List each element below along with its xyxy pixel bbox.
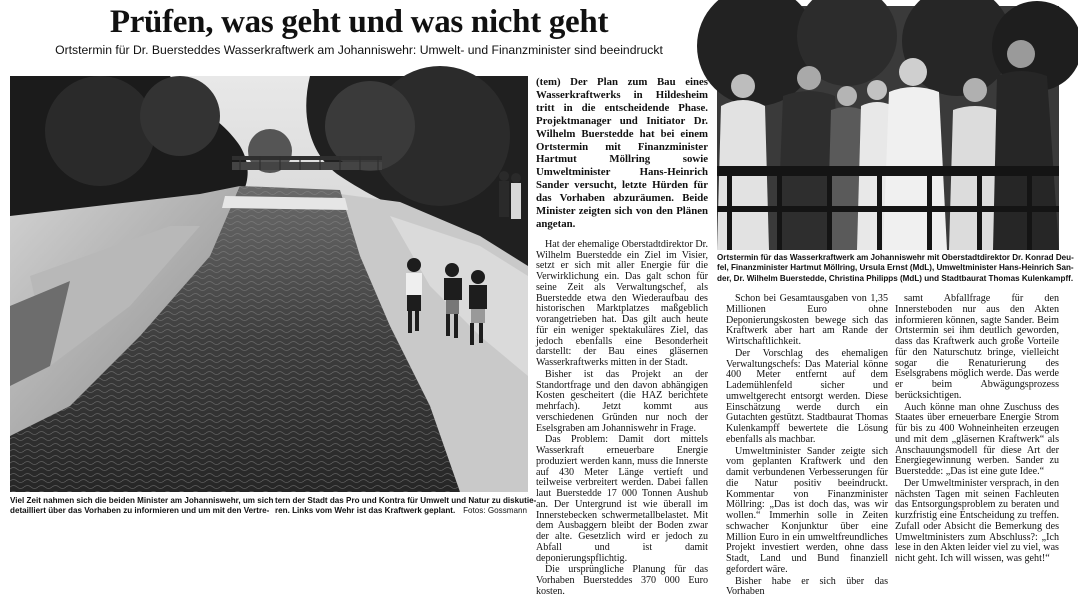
left-photo-caption-part2 (275, 496, 527, 517)
caption-line: der, Dr. Wilhelm Buerstedde, Christina Philipps (MdL) und Stadtbaurat Thomas Kulenkampff. (717, 274, 1059, 284)
paragraph: Hat der ehemalige Oberstadtdirektor Dr. Wilhelm Buerstedde ein Ziel im Visier, setzt er sich mit aller Energie für die Verwirklichung ein. Das galt schon für seine Zeit als Verwaltungschef, als Buerstedde etwa den Wiederaufbau des historischen Marktplatzes maßgeblich vorangetrieben hat. Das gilt auch heute für ein weniger spektakuläres Ziel, das jedoch ebenfalls eine Besonderheit darstellt: der Bau eines gläsernen Wasserkraftwerks mitten in der Stadt. (536, 240, 708, 369)
article-column-2 (726, 294, 888, 598)
caption-line: Viel Zeit nahmen sich die beiden Minister am Johanniswehr, um sich (10, 496, 272, 506)
caption-line: tern der Stadt das Pro und Kontra für Umwelt und Natur zu diskutie- (275, 496, 527, 506)
paragraph: Umweltminister Sander zeigte sich vom geplanten Kraftwerk und den damit verbundenen Verbesserungen für die Natur positiv beeindruckt. Kommentar von Finanzminister Möllring: „Das ist doch das, was wir wollen.“ Immerhin solle in Zeiten schwacher Konjunktur über eine Million Euro in ein umweltfreundliches Projekt investiert werden, ohne dass Stadt, Land und Bund finanziell gefordert wäre. (726, 447, 888, 576)
paragraph: Bisher habe er sich über das Vorhaben (726, 577, 888, 598)
article-lead: (tem) Der Plan zum Bau eines Wasserkraftwerks in Hildesheim tritt in die entscheidende Phase. Projektmanager und Initiator Dr. Wilhelm Buerstedde hat bei einem Ortstermin mit Finanzminister Hartmut Möllring sowie Umweltminister Hans-Heinrich Sander versucht, letzte Hürden für das Vorhaben abzuräumen. Beide Minister zeigten sich von den Plänen angetan. (536, 76, 708, 231)
subheadline: Ortstermin für Dr. Buersteddes Wasserkraftwerk am Johanniswehr: Umwelt- und Finanzminister sind beeindruckt (0, 42, 718, 58)
article-column-3 (895, 294, 1059, 565)
left-photo-caption-part1 (10, 496, 272, 517)
officials-photo (717, 6, 1059, 250)
weir-photo (10, 76, 528, 492)
caption-line: detailliert über das Vorhaben zu informieren und um mit den Vertre- (10, 506, 272, 516)
headline: Prüfen, was geht und was nicht geht (0, 2, 718, 42)
paragraph: Schon bei Gesamtausgaben von 1,35 Millionen Euro ohne Deponierungskosten bewege sich das Kraftwerk aber hart am Rande der Wirtschaftlichkeit. (726, 294, 888, 348)
paragraph: Bisher ist das Projekt an der Standortfrage und den davon abhängigen Kosten gescheitert (die HAZ berichtete mehrfach). Jetzt kommt aus verschiedenen Gründen nur noch der Eselsgraben am Johanniswehr in Frage. (536, 370, 708, 435)
photo-credit: Fotos: Gossmann (463, 506, 527, 516)
article-column-1 (536, 76, 708, 598)
paragraph: Der Umweltminister versprach, in den nächsten Tagen mit seinen Fachleuten das Entsorgungsproblem zu beraten und kurzfristig eine Entscheidung zu treffen. Zufall oder Absicht die Bemerkung des Umweltministers zum Abschluss?: „Ich lese in den Akten leider viel zu viel, was nicht geht. Ich will wissen, was geht!“ (895, 479, 1059, 565)
paragraph: Auch könne man ohne Zuschuss des Staates über erneuerbare Energie Strom für bis zu 400 Wohneinheiten erzeugen und mit dem „gläsernen Kraftwerk“ als Anschauungsmodell für diese Art der Energiegewinnung werben. Sander zu Buerstedde: „Das ist eine gute Idee.“ (895, 403, 1059, 478)
paragraph: Die ursprüngliche Planung für das Vorhaben Buersteddes 370 000 Euro kosten. (536, 565, 708, 597)
paragraph: samt Abfallfrage für den Innersteboden nur aus den Akten informieren können, sagte Sander. Beim Ortstermin sei ihm deutlich geworden, dass das Kraftwerk auch große Vorteile für den Naturschutz bringe, vielleicht sogar die Renaturierung des Eselsgrabens möglich werde. Das werde er beim Abwägungsprozess berücksichtigen. (895, 294, 1059, 402)
caption-line: Ortstermin für das Wasserkraftwerk am Johanniswehr mit Oberstadtdirektor Dr. Konrad Deu- (717, 253, 1059, 263)
paragraph: Der Vorschlag des ehemaligen Verwaltungschefs: Das Material könne 400 Meter entfernt auf dem Lademühlenfeld sicher und umweltgerecht entsorgt werden. Diese Einschätzung werde durch ein Gutachten gestützt. Stadtbaurat Thomas Kulenkampff bewertete die Lösung ebenfalls als machbar. (726, 349, 888, 446)
paragraph: Das Problem: Damit dort mittels Wasserkraft erneuerbare Energie produziert werden kann, muss die Innerste auf 430 Meter Länge vertieft und teilweise verbreitert werden. Dabei fallen laut Buerstedde 17 000 Tonnen Aushub an. Der Untergrund ist wie überall im Innerstebecken schwermetallbelastet. Mit dem Ausbaggern bleibt der Boden zwar der alte. Gesetzlich wird er jedoch zu Abfall und ist damit deponierungspflichtig. (536, 435, 708, 564)
caption-line: fel, Finanzminister Hartmut Möllring, Ursula Ernst (MdL), Umweltminister Hans-Heinrich San- (717, 263, 1059, 273)
right-photo-caption (717, 253, 1059, 284)
caption-line (275, 506, 527, 516)
caption-text: ren. Links vom Wehr ist das Kraftwerk geplant. (275, 506, 455, 515)
